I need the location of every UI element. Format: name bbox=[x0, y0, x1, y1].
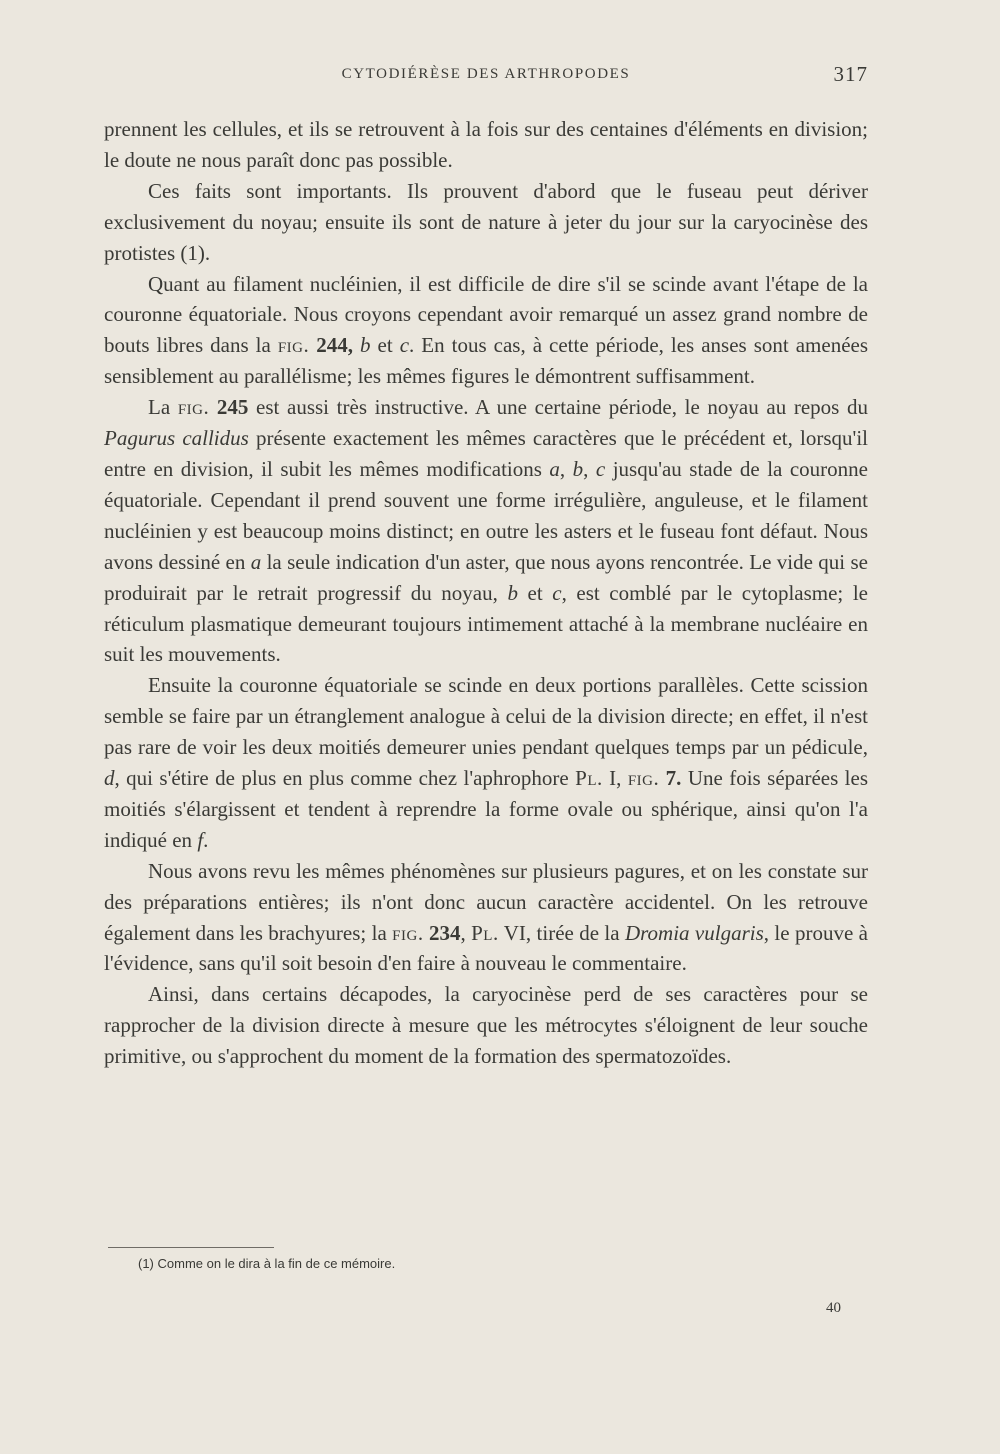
text-run: , bbox=[559, 456, 573, 481]
italic-letter: c bbox=[399, 333, 410, 358]
species-name: Dromia vulgaris bbox=[624, 920, 764, 945]
text-run: Quant au filament nucléinien, il est difficile de dire s'il se scinde avant l'étape de la couronne équatoriale. Nous croyons cependant avoir remarqué un assez grand nombre de bouts libres dans la bbox=[104, 271, 868, 358]
italic-letter: d bbox=[104, 766, 115, 791]
italic-letter: c bbox=[595, 456, 606, 481]
paragraph-2: Ces faits sont importants. Ils prouvent d'abord que le fuseau peut dériver exclusivement du noyau; ensuite ils sont de nature à jeter du jour sur la caryocinèse des protistes (1). bbox=[104, 178, 868, 265]
body-text bbox=[104, 114, 868, 1072]
text-run: , qui s'étire de plus en plus comme chez l'aphrophore bbox=[114, 766, 576, 791]
fig-reference-word: fig. bbox=[392, 920, 424, 945]
fig-reference-number: 244, bbox=[316, 333, 354, 358]
text-run: Nous avons revu les mêmes phénomènes sur plusieurs pagures, et on les constate sur des préparations entières; ils n'ont donc aucun caractère accidentel. On les retrouve également dans les brachyures; la bbox=[104, 858, 868, 945]
page-number: 317 bbox=[833, 62, 868, 86]
text-run: est aussi très instructive. A une certaine période, le noyau au repos du bbox=[248, 395, 869, 420]
italic-letter: a bbox=[250, 549, 262, 574]
text-run: , est comblé par le cytoplasme; le réticulum plasmatique demeurant toujours intimement attaché à la membrane nucléaire en suit les mouvements. bbox=[104, 580, 868, 667]
text-run: , le prouve à l'évidence, sans qu'il soit besoin d'en faire à nouveau le commentaire. bbox=[104, 920, 868, 976]
italic-letter: c bbox=[552, 580, 562, 605]
fig-reference-number: 245 bbox=[216, 395, 249, 420]
italic-letter: b bbox=[507, 580, 518, 605]
paragraph-3 bbox=[104, 269, 868, 393]
fig-reference-number: 7. bbox=[665, 766, 682, 791]
plate-reference-number: I, bbox=[602, 766, 628, 791]
paragraph-5 bbox=[104, 670, 868, 855]
running-title: CYTODIÉRÈSE DES ARTHROPODES bbox=[341, 66, 631, 82]
running-head bbox=[104, 64, 868, 90]
species-name: Pagurus callidus bbox=[104, 426, 249, 451]
footnote-rule bbox=[108, 1247, 274, 1248]
text-run: tirée de la bbox=[531, 920, 625, 945]
plate-reference-word: Pl. bbox=[471, 920, 499, 945]
paragraph-7: Ainsi, dans certains décapodes, la caryocinèse perd de ses caractères pour se rapprocher de la division directe à mesure que les métrocytes s'éloignent de leur souche primitive, ou s'approchent du moment de la formation des spermatozoïdes. bbox=[104, 982, 868, 1069]
paragraph-4 bbox=[104, 392, 868, 670]
text-run: , bbox=[583, 456, 596, 481]
italic-letter: b bbox=[360, 333, 371, 358]
fig-reference-word: fig. bbox=[177, 395, 210, 420]
fig-reference-word: fig. bbox=[627, 766, 660, 791]
text-run: jusqu'au stade de la couronne équatoriale. Cependant il prend souvent une forme irrégulière, anguleuse, et le filament nucléinien y est beaucoup moins distinct; en outre les asters et le fuseau font défaut. Nous avons dessiné en bbox=[104, 456, 868, 574]
fig-reference-number: 234 bbox=[428, 920, 461, 945]
paragraph-6 bbox=[104, 856, 868, 980]
text-run: , bbox=[460, 920, 472, 945]
italic-letter: b bbox=[572, 456, 584, 481]
italic-letter: f bbox=[197, 827, 204, 852]
text-run: Ensuite la couronne équatoriale se scinde en deux portions parallèles. Cette scission semble se faire par un étranglement analogue à celui de la division directe; en effet, il n'est pas rare de voir les deux moitiés demeurer unies pendant quelques temps par un pédicule, bbox=[104, 673, 868, 760]
paragraph-1: prennent les cellules, et ils se retrouvent à la fois sur des centaines d'éléments en division; le doute ne nous paraît donc pas possible. bbox=[104, 117, 868, 172]
footnote: (1) Comme on le dira à la fin de ce mémoire. bbox=[138, 1256, 396, 1271]
text-run: et bbox=[370, 333, 400, 358]
plate-reference-word: Pl. bbox=[575, 766, 603, 791]
text-run: et bbox=[517, 580, 553, 605]
text-run: . bbox=[203, 827, 209, 852]
text-run: . En tous cas, à cette période, les anses sont amenées sensiblement au parallélisme; les mêmes figures le démontrent suffisamment. bbox=[104, 333, 869, 389]
text-run: La bbox=[148, 395, 178, 420]
signature-mark: 40 bbox=[826, 1300, 841, 1316]
italic-letter: a bbox=[549, 456, 560, 481]
fig-reference-word: fig. bbox=[277, 333, 310, 358]
text-run: Une fois séparées les moitiés s'élargissent et tendent à reprendre la forme ovale ou sphérique, ainsi qu'on l'a indiqué en bbox=[104, 766, 869, 852]
text-run: la seule indication d'un aster, que nous ayons rencontrée. Le vide qui se produirait par le retrait progressif du noyau, bbox=[104, 549, 868, 605]
text-run: présente exactement les mêmes caractères que le précédent et, lorsqu'il entre en division, il subit les mêmes modifications bbox=[104, 426, 868, 481]
plate-reference-number: VI, bbox=[498, 920, 532, 945]
